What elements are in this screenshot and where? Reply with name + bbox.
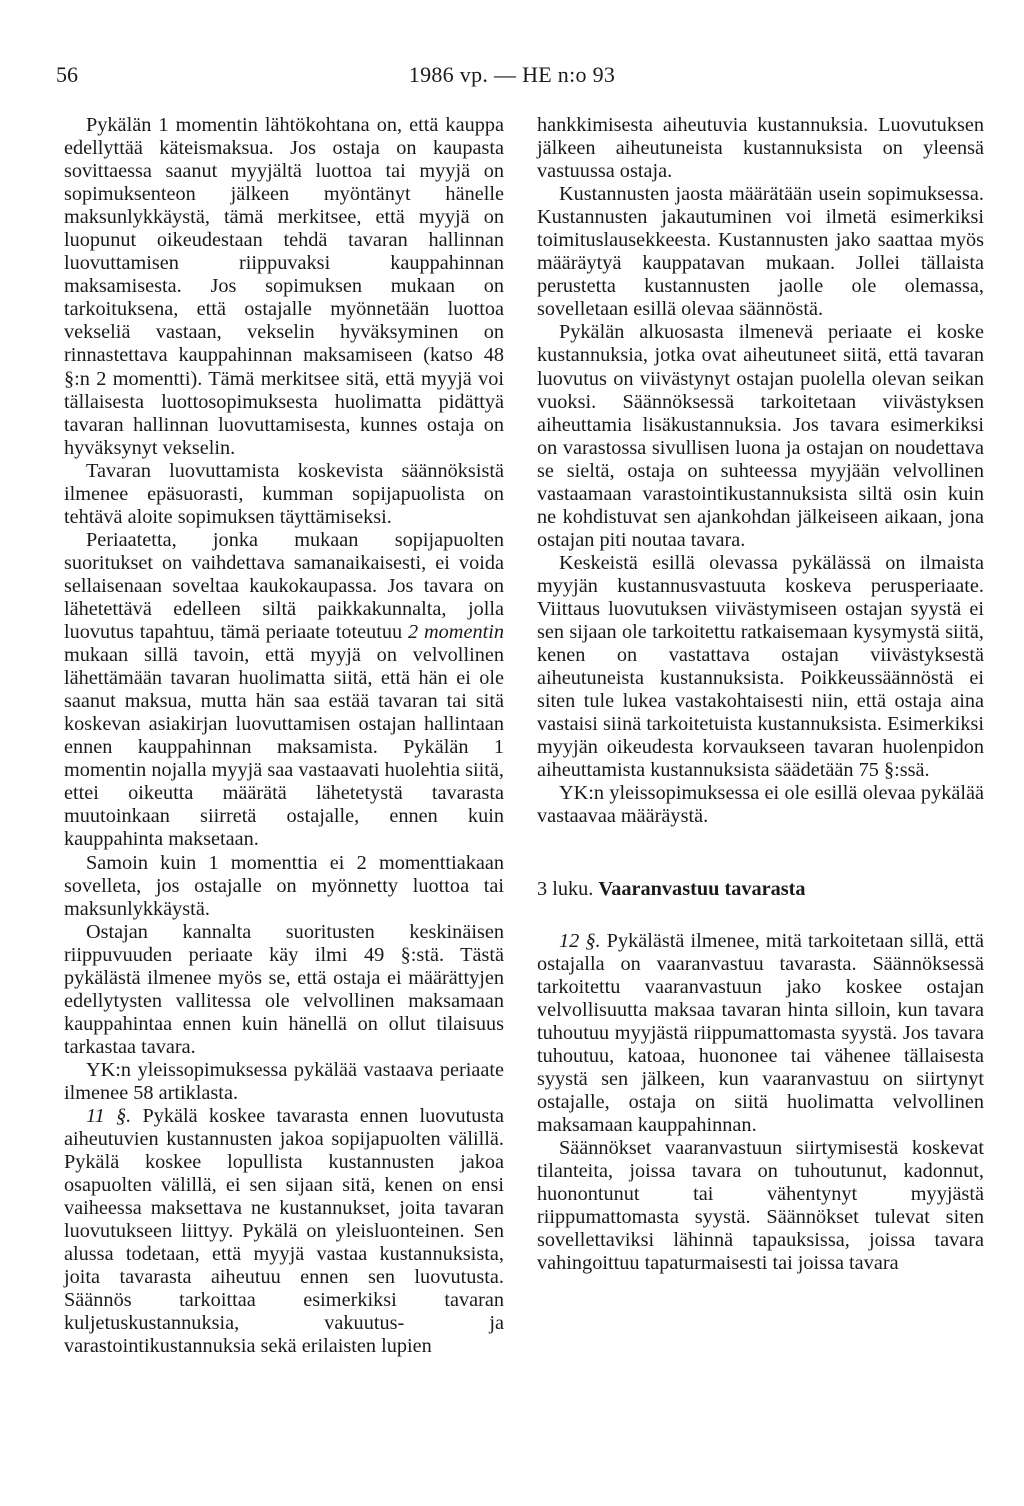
paragraph: Pykälän 1 momentin lähtökohtana on, että kauppa edellyttää käteismaksua. Jos ostaja on kaupasta sovittaessa saanut myyjältä luottoa tai myyjä on sopimuksenteon jälkeen myöntänyt hänelle maksunlykkäystä, tämä merkitsee, että myyjä on luopunut oikeudestaan tehdä tavaran hallinnan luovuttamisen riippuvaksi kauppahinnan maksamisesta. Jos sopimuksen mukaan on tarkoituksena, että ostajalle myönnetään luottoa vekseliä vastaan, vekselin hyväksyminen on rinnastettava kauppahinnan maksamiseen (katso 48 §:n 2 momentti). Tämä merkitsee sitä, että myyjä voi tällaisesta luottosopimuksesta huolimatta pidättyä tavaran hallinnan luovuttamisesta, kunnes ostaja on hyväksynyt vekselin.	[64, 114, 504, 459]
paragraph: Samoin kuin 1 momenttia ei 2 momenttiakaan sovelleta, jos ostajalle on myönnetty luottoa tai maksunlykkäystä.	[64, 851, 504, 920]
chapter-title: Vaaranvastuu tavarasta	[598, 878, 806, 901]
paragraph: Ostajan kannalta suoritusten keskinäisen riippuvuuden periaate käy ilmi 49 §:stä. Tästä pykälästä ilmenee myös se, että ostaja ei määrättyjen edellytysten vallitessa ole velvollinen maksamaan kauppahintaa ennen kuin hänellä on ollut tilaisuus tarkastaa tavara.	[64, 920, 504, 1058]
paragraph-text: mukaan sillä tavoin, että myyjä on velvollinen lähettämään tavaran huolimatta siitä, että hän ei ole saanut maksua, mutta hän saa estää tavaran tai sitä koskevan asiakirjan luovuttamisen ostajan hallintaan ennen kauppahinnan maksamista. Pykälän 1 momentin nojalla myyjä saa vastaavati huolehtia siitä, ettei oikeutta määrätä lähetetystä tavarasta muutoinkaan siirretä ostajalle, ennen kuin kauppahinta maksetaan.	[64, 644, 504, 851]
paragraph-text: Pykälä koskee tavarasta ennen luovutusta aiheutuvien kustannusten jakoa sopijapuolten välillä. Pykälä koskee lopullista kustannusten jakoa osapuolten välillä, ei sen sijaan sitä, kenen on ensi vaiheessa maksettava ne kustannukset, joita tavaran luovutukseen liittyy. Pykälä on yleisluonteinen. Sen alussa todetaan, että myyjä vastaa kustannuksista, joita tavarasta aiheutuu ennen sen luovutusta. Säännös tarkoittaa esimerkiksi tavaran kuljetuskustannuksia, vakuutus- ja varastointikustannuksia sekä erilaisten lupien	[64, 1105, 504, 1358]
right-column	[537, 114, 984, 1275]
paragraph	[64, 529, 504, 852]
paragraph: Tavaran luovuttamista koskevista säännöksistä ilmenee epäsuorasti, kumman sopijapuolista on tehtävä aloite sopimuksen täyttämiseksi.	[64, 459, 504, 528]
chapter-number: 3 luku.	[537, 878, 594, 901]
emphasis: 2 momentin	[408, 621, 504, 644]
section-label: 12 §.	[559, 929, 601, 952]
paragraph-text: Periaatetta, jonka mukaan sopijapuolten suoritukset on vaihdettava samanaikaisesti, ei voida sellaisenaan soveltaa kaukokaupassa. Jos tavara on lähetettävä edelleen siltä paikkakunnalta, jolla luovutus tapahtuu, tämä periaate toteutuu	[64, 528, 504, 644]
paragraph: Keskeistä esillä olevassa pykälässä on ilmaista myyjän kustannusvastuuta koskeva perusperiaate. Viittaus luovutuksen viivästymiseen ostajan syystä ei sen sijaan ole tarkoitettu ratkaisemaan kysymystä siitä, kenen on vastattava ostajan viivästyksestä aiheutuneista kustannuksista. Poikkeussäännöstä ei siten tule lukea vastakohtaisesti niin, että ostaja aina vastaisi siinä tarkoitetuista kustannuksista. Esimerkiksi myyjän oikeudesta korvaukseen tavaran huolenpidon aiheuttamista kustannuksista säädetään 75 §:ssä.	[537, 551, 984, 782]
paragraph: Säännökset vaaranvastuun siirtymisestä koskevat tilanteita, joissa tavara on tuhoutunut, kadonnut, huonontunut tai vähentynyt myyjästä riippumattomasta syystä. Säännökset tulevat siten sovellettaviksi lähinnä tapauksissa, joissa tavara vahingoittuu tapaturmaisesti tai joissa tavara	[537, 1136, 984, 1275]
paragraph-text: Pykälästä ilmenee, mitä tarkoitetaan sillä, että ostajalla on vaaranvastuu tavarasta. Säännöksessä tarkoitettu vaaranvastuun jako koskee ostajan velvollisuutta maksaa tavaran hinta silloin, kun tavara tuhoutuu myyjästä riippumattomasta syystä. Jos tavara tuhoutuu, katoaa, huononee tai vähenee tällaisesta syystä sen jälkeen, kun vaaranvastuu on siirtynyt ostajalle, ostaja on siitä huolimatta velvollinen maksamaan kauppahinnan.	[537, 929, 984, 1136]
page-number: 56	[56, 62, 78, 87]
paragraph: YK:n yleissopimuksessa ei ole esillä olevaa pykälää vastaavaa määräystä.	[537, 782, 984, 828]
paragraph: Kustannusten jaosta määrätään usein sopimuksessa. Kustannusten jakautuminen voi ilmetä esimerkiksi toimituslausekkeesta. Kustannusten jako saattaa myös määräytyä kauppatavan mukaan. Jollei tällaista perustetta kustannusten jaolle ole olemassa, sovelletaan esillä olevaa säännöstä.	[537, 183, 984, 321]
section-paragraph	[537, 930, 984, 1137]
paragraph: Pykälän alkuosasta ilmenevä periaate ei koske kustannuksia, jotka ovat aiheutuneet siitä, että tavaran luovutus on viivästynyt ostajan puolella olevan seikan vuoksi. Säännöksessä tarkoitetaan viivästyksen aiheuttamia lisäkustannuksia. Jos tavara esimerkiksi on varastossa sivullisen luona ja ostajan on noudettava se sieltä, ostaja on suhteessa myyjään velvollinen vastaamaan varastointikustannuksista siltä osin kuin ne kohdistuvat sen ajankohdan jälkeiseen aikaan, jona ostajan piti noutaa tavara.	[537, 321, 984, 551]
chapter-heading	[537, 878, 984, 901]
paragraph: hankkimisesta aiheutuvia kustannuksia. Luovutuksen jälkeen aiheutuneista kustannuksista on yleensä vastuussa ostaja.	[537, 114, 984, 183]
section-label: 11 §.	[86, 1105, 132, 1128]
section-paragraph	[64, 1105, 504, 1359]
running-head: 1986 vp. — HE n:o 93	[408, 62, 616, 87]
left-column	[64, 114, 504, 1359]
paragraph: YK:n yleissopimuksessa pykälää vastaava periaate ilmenee 58 artiklasta.	[64, 1058, 504, 1104]
